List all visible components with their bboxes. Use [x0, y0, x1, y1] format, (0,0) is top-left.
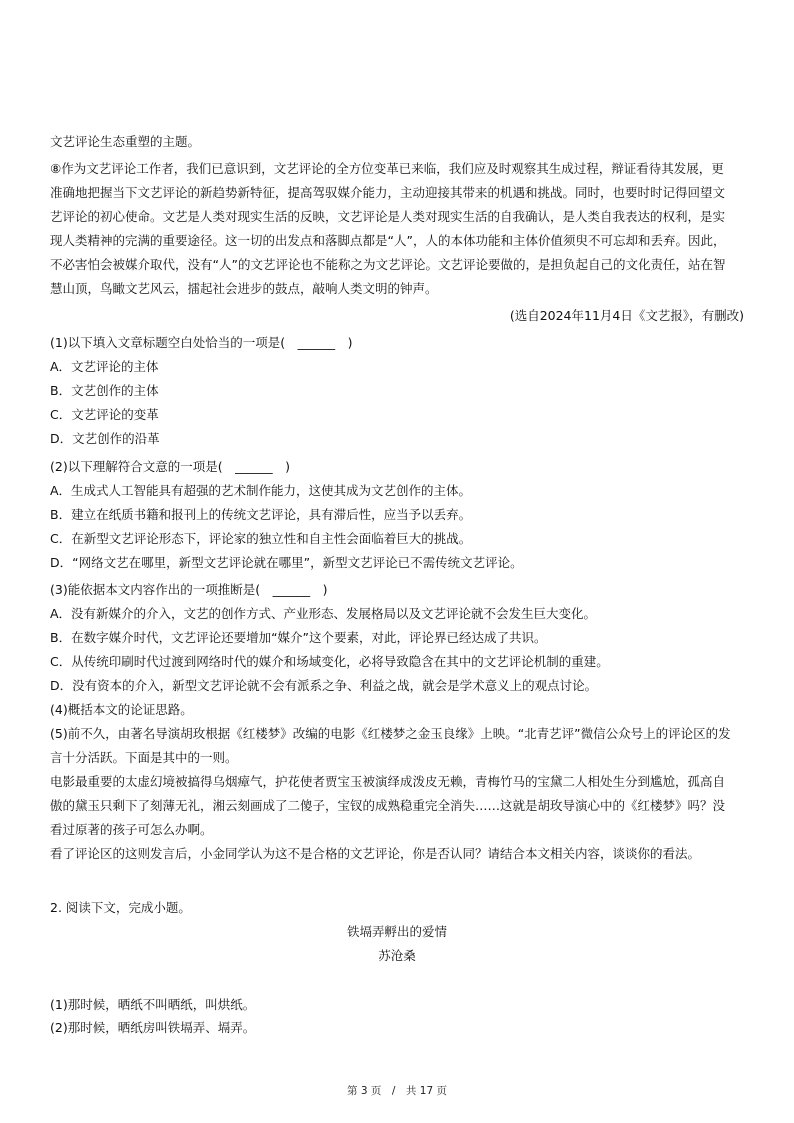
- question-3-stem: (3)能依据本文内容作出的一项推断是( ______ ): [50, 582, 328, 597]
- question-2-option-c: C．在新型文艺评论形态下，评论家的独立性和自主性会面临着巨大的挑战。: [50, 531, 472, 546]
- question-1-option-a: A．文艺评论的主体: [50, 359, 159, 374]
- article-title: 铁塥弄孵出的爱情: [346, 924, 447, 939]
- question-2-option-b: B．建立在纸质书籍和报刊上的传统文艺评论，具有滞后性，应当予以丢弃。: [50, 507, 472, 522]
- para-line: ⑧作为文艺评论工作者，我们已意识到，文艺评论的全方位变革已来临，我们应及时观察其生成过程，辩证看待其发展，更: [50, 161, 724, 176]
- question-5-line: (5)前不久，由著名导演胡玫根据《红楼梦》改编的电影《红楼梦之金玉良缘》上映。“北青艺评”微信公众号上的评论区的发: [50, 726, 731, 741]
- question-1-option-d: D．文艺创作的沿革: [50, 431, 160, 446]
- source-citation: (选自2024年11月4日《文艺报》，有删改): [509, 308, 744, 323]
- question-5-line: 言十分活跃。下面是其中的一则。: [50, 750, 238, 765]
- para-line: 慧山顶，鸟瞰文艺风云，擂起社会进步的鼓点，敲响人类文明的钟声。: [50, 281, 438, 296]
- para-intro: 文艺评论生态重塑的主题。: [50, 134, 201, 149]
- para-line: 艺评论的初心使命。文艺是人类对现实生活的反映，文艺评论是人类对现实生活的自我确认，是人类自我表达的权利，是实: [50, 209, 726, 224]
- question-1-option-c: C．文艺评论的变革: [50, 407, 159, 422]
- question-2-option-a: A．生成式人工智能具有超强的艺术制作能力，这使其成为文艺创作的主体。: [50, 483, 472, 498]
- question-5-line: 看了评论区的这则发言后，小金同学认为这不是合格的文艺评论，你是否认同？请结合本文相关内容，谈谈你的看法。: [50, 846, 701, 861]
- para-line: 准确地把握当下文艺评论的新趋势新特征，提高驾驭媒介能力，主动迎接其带来的机遇和挑战。同时，也要时时记得回望文: [50, 185, 726, 200]
- article-author: 苏沧桑: [378, 948, 416, 963]
- question-1-stem: (1)以下填入文章标题空白处恰当的一项是( ______ ): [50, 335, 353, 350]
- para-line: 现人类精神的完满的重要途径。这一切的出发点和落脚点都是“人”，人的本体功能和主体价值须臾不可忘却和丢弃。因此，: [50, 233, 726, 248]
- question-4: (4)概括本文的论证思路。: [50, 702, 193, 717]
- question-2-option-d: D．“网络文艺在哪里，新型文艺评论就在哪里”，新型文艺评论已不需传统文艺评论。: [50, 555, 523, 570]
- question-5: [50, 722, 744, 866]
- question-5-line: 看过原著的孩子可怎么办啊。: [50, 822, 213, 837]
- question-5-line: 电影最重要的太虚幻境被搞得乌烟瘴气，护花使者贾宝玉被演绎成泼皮无赖，青梅竹马的宝黛二人相处生分到尴尬，孤高自: [50, 774, 726, 789]
- question-3-option-c: C．从传统印刷时代过渡到网络时代的媒介和场域变化，必将导致隐含在其中的文艺评论机制的重建。: [50, 654, 609, 669]
- article-paragraph-2: (2)那时候，晒纸房叫铁塥弄、塥弄。: [50, 1020, 256, 1035]
- para-8: [50, 157, 744, 301]
- question-1-option-b: B．文艺创作的主体: [50, 383, 159, 398]
- question-3-option-d: D．没有资本的介入，新型文艺评论就不会有派系之争、利益之战，就会是学术意义上的观点讨论。: [50, 678, 598, 693]
- page-footer: 第 3 页 / 共 17 页: [347, 1085, 447, 1097]
- section-2-heading: 2. 阅读下文，完成小题。: [50, 900, 191, 915]
- question-3-option-a: A．没有新媒介的介入，文艺的创作方式、产业形态、发展格局以及文艺评论就不会发生巨大变化。: [50, 606, 597, 621]
- question-5-line: 傲的黛玉只剩下了刻薄无礼，湘云刻画成了二傻子，宝钗的成熟稳重完全消失……这就是胡玫导演心中的《红楼梦》吗？没: [50, 798, 726, 813]
- question-2-stem: (2)以下理解符合文意的一项是( ______ ): [50, 459, 290, 474]
- para-line: 不必害怕会被媒介取代，没有“人”的文艺评论也不能称之为文艺评论。文艺评论要做的，是担负起自己的文化责任，站在智: [50, 257, 726, 272]
- article-paragraph-1: (1)那时候，晒纸不叫晒纸，叫烘纸。: [50, 997, 256, 1012]
- question-3-option-b: B．在数字媒介时代，文艺评论还要增加“媒介”这个要素，对此，评论界已经达成了共识。: [50, 630, 547, 645]
